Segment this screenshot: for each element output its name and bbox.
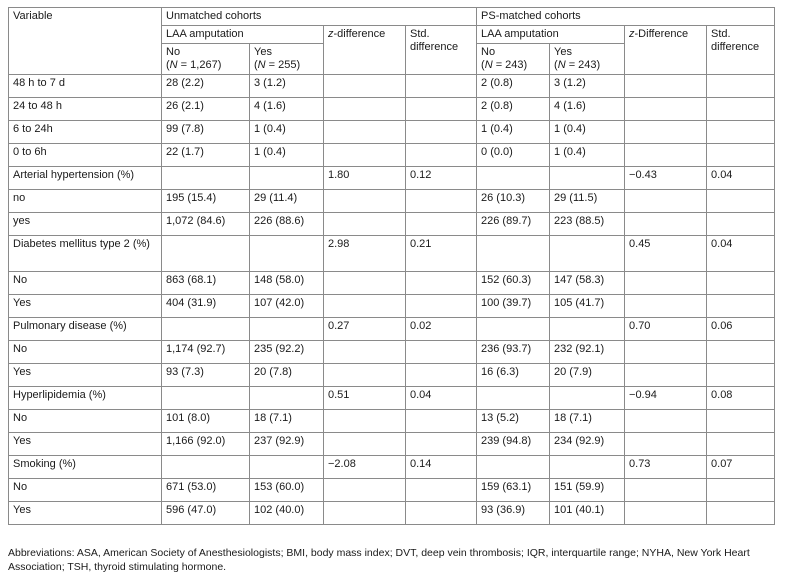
unmatched-z-difference-cell: 0.51 xyxy=(324,387,406,410)
unmatched-yes-cell: 107 (42.0) xyxy=(250,295,324,318)
unmatched-std-difference-header: Std. difference xyxy=(406,26,477,75)
matched-yes-cell: 1 (0.4) xyxy=(550,144,625,167)
unmatched-std-difference-cell: 0.14 xyxy=(406,456,477,479)
unmatched-yes-cell: 20 (7.8) xyxy=(250,364,324,387)
matched-z-difference-cell xyxy=(625,98,707,121)
matched-std-difference-cell: 0.06 xyxy=(707,318,775,341)
matched-std-difference-cell xyxy=(707,144,775,167)
matched-no-cell: 239 (94.8) xyxy=(477,433,550,456)
unmatched-yes-cell: 102 (40.0) xyxy=(250,502,324,525)
variable-cell: 6 to 24h xyxy=(9,121,162,144)
unmatched-yes-cell xyxy=(250,236,324,272)
unmatched-std-difference-cell: 0.04 xyxy=(406,387,477,410)
matched-no-cell: 26 (10.3) xyxy=(477,190,550,213)
matched-z-difference-cell xyxy=(625,75,707,98)
variable-cell: No xyxy=(9,410,162,433)
table-row xyxy=(9,295,775,318)
matched-no-cell xyxy=(477,387,550,410)
matched-z-difference-cell: 0.73 xyxy=(625,456,707,479)
matched-no-cell: 159 (63.1) xyxy=(477,479,550,502)
matched-std-difference-cell: 0.04 xyxy=(707,236,775,272)
matched-z-difference-cell: −0.94 xyxy=(625,387,707,410)
table-row xyxy=(9,190,775,213)
matched-std-difference-cell xyxy=(707,272,775,295)
matched-std-difference-cell: 0.08 xyxy=(707,387,775,410)
unmatched-std-difference-cell xyxy=(406,213,477,236)
unmatched-std-difference-cell xyxy=(406,144,477,167)
matched-std-difference-cell: 0.04 xyxy=(707,167,775,190)
unmatched-z-difference-cell: 2.98 xyxy=(324,236,406,272)
matched-z-difference-cell xyxy=(625,433,707,456)
matched-yes-header: Yes (N = 243) xyxy=(550,44,625,75)
matched-z-difference-cell: 0.70 xyxy=(625,318,707,341)
matched-z-difference-cell xyxy=(625,364,707,387)
table-row xyxy=(9,318,775,341)
unmatched-yes-cell: 153 (60.0) xyxy=(250,479,324,502)
matched-std-difference-cell xyxy=(707,98,775,121)
unmatched-std-difference-cell xyxy=(406,272,477,295)
matched-yes-cell: 3 (1.2) xyxy=(550,75,625,98)
unmatched-yes-cell xyxy=(250,456,324,479)
variable-cell: Hyperlipidemia (%) xyxy=(9,387,162,410)
matched-std-difference-cell xyxy=(707,341,775,364)
matched-std-difference-cell xyxy=(707,433,775,456)
matched-std-difference-header: Std. difference xyxy=(707,26,775,75)
unmatched-yes-cell: 29 (11.4) xyxy=(250,190,324,213)
unmatched-yes-header: Yes (N = 255) xyxy=(250,44,324,75)
unmatched-yes-cell: 1 (0.4) xyxy=(250,144,324,167)
matched-no-cell: 0 (0.0) xyxy=(477,144,550,167)
unmatched-no-cell xyxy=(162,236,250,272)
unmatched-no-cell: 93 (7.3) xyxy=(162,364,250,387)
matched-std-difference-cell xyxy=(707,75,775,98)
matched-yes-cell: 29 (11.5) xyxy=(550,190,625,213)
unmatched-z-difference-cell xyxy=(324,213,406,236)
matched-z-difference-cell: −0.43 xyxy=(625,167,707,190)
matched-z-difference-cell xyxy=(625,272,707,295)
variable-cell: Yes xyxy=(9,433,162,456)
table-row xyxy=(9,387,775,410)
matched-yes-cell: 151 (59.9) xyxy=(550,479,625,502)
unmatched-z-difference-cell xyxy=(324,144,406,167)
matched-yes-cell xyxy=(550,236,625,272)
matched-no-cell: 16 (6.3) xyxy=(477,364,550,387)
matched-no-cell: 2 (0.8) xyxy=(477,98,550,121)
unmatched-std-difference-cell xyxy=(406,98,477,121)
unmatched-std-difference-cell xyxy=(406,295,477,318)
variable-cell: Smoking (%) xyxy=(9,456,162,479)
matched-no-header: No (N = 243) xyxy=(477,44,550,75)
unmatched-std-difference-cell: 0.21 xyxy=(406,236,477,272)
unmatched-std-difference-cell: 0.12 xyxy=(406,167,477,190)
unmatched-yes-cell xyxy=(250,387,324,410)
matched-yes-cell: 101 (40.1) xyxy=(550,502,625,525)
unmatched-z-difference-cell xyxy=(324,479,406,502)
unmatched-z-difference-cell xyxy=(324,295,406,318)
matched-no-cell: 1 (0.4) xyxy=(477,121,550,144)
unmatched-yes-cell: 18 (7.1) xyxy=(250,410,324,433)
unmatched-yes-cell: 4 (1.6) xyxy=(250,98,324,121)
matched-no-cell: 226 (89.7) xyxy=(477,213,550,236)
matched-z-difference-cell xyxy=(625,121,707,144)
matched-std-difference-cell xyxy=(707,190,775,213)
matched-yes-cell: 147 (58.3) xyxy=(550,272,625,295)
table-row xyxy=(9,410,775,433)
table-row xyxy=(9,364,775,387)
table-row xyxy=(9,75,775,98)
matched-yes-cell: 223 (88.5) xyxy=(550,213,625,236)
variable-cell: 24 to 48 h xyxy=(9,98,162,121)
unmatched-yes-cell: 3 (1.2) xyxy=(250,75,324,98)
variable-cell: yes xyxy=(9,213,162,236)
matched-z-difference-cell xyxy=(625,410,707,433)
matched-z-difference-cell: 0.45 xyxy=(625,236,707,272)
matched-cohorts-header: PS-matched cohorts xyxy=(477,8,775,26)
unmatched-no-cell xyxy=(162,387,250,410)
unmatched-cohorts-header: Unmatched cohorts xyxy=(162,8,477,26)
unmatched-z-difference-cell: 0.27 xyxy=(324,318,406,341)
matched-z-difference-cell xyxy=(625,295,707,318)
variable-cell: Pulmonary disease (%) xyxy=(9,318,162,341)
unmatched-std-difference-cell xyxy=(406,121,477,144)
matched-yes-cell xyxy=(550,318,625,341)
matched-std-difference-cell: 0.07 xyxy=(707,456,775,479)
variable-cell: 0 to 6h xyxy=(9,144,162,167)
unmatched-std-difference-cell xyxy=(406,410,477,433)
variable-cell: No xyxy=(9,272,162,295)
matched-yes-cell: 20 (7.9) xyxy=(550,364,625,387)
unmatched-std-difference-cell: 0.02 xyxy=(406,318,477,341)
matched-no-cell: 93 (36.9) xyxy=(477,502,550,525)
matched-no-cell: 13 (5.2) xyxy=(477,410,550,433)
matched-no-cell: 2 (0.8) xyxy=(477,75,550,98)
matched-z-difference-cell xyxy=(625,341,707,364)
matched-no-cell xyxy=(477,236,550,272)
variable-cell: no xyxy=(9,190,162,213)
matched-no-cell: 152 (60.3) xyxy=(477,272,550,295)
matched-z-difference-cell xyxy=(625,144,707,167)
unmatched-z-difference-cell xyxy=(324,433,406,456)
table-row xyxy=(9,433,775,456)
unmatched-std-difference-cell xyxy=(406,479,477,502)
unmatched-std-difference-cell xyxy=(406,341,477,364)
matched-yes-cell xyxy=(550,167,625,190)
matched-z-difference-cell xyxy=(625,190,707,213)
variable-cell: Yes xyxy=(9,502,162,525)
unmatched-yes-cell: 1 (0.4) xyxy=(250,121,324,144)
variable-cell: No xyxy=(9,341,162,364)
matched-z-difference-cell xyxy=(625,479,707,502)
matched-yes-cell: 105 (41.7) xyxy=(550,295,625,318)
matched-yes-cell xyxy=(550,387,625,410)
unmatched-std-difference-cell xyxy=(406,502,477,525)
unmatched-no-cell: 101 (8.0) xyxy=(162,410,250,433)
table-row xyxy=(9,502,775,525)
unmatched-z-difference-cell xyxy=(324,98,406,121)
matched-yes-cell: 232 (92.1) xyxy=(550,341,625,364)
matched-std-difference-cell xyxy=(707,364,775,387)
unmatched-no-cell: 863 (68.1) xyxy=(162,272,250,295)
table-row xyxy=(9,167,775,190)
variable-cell: Arterial hypertension (%) xyxy=(9,167,162,190)
unmatched-no-cell: 404 (31.9) xyxy=(162,295,250,318)
unmatched-yes-cell: 226 (88.6) xyxy=(250,213,324,236)
table-row xyxy=(9,213,775,236)
matched-no-cell: 236 (93.7) xyxy=(477,341,550,364)
matched-z-difference-cell xyxy=(625,213,707,236)
unmatched-no-cell: 1,166 (92.0) xyxy=(162,433,250,456)
unmatched-std-difference-cell xyxy=(406,433,477,456)
unmatched-std-difference-cell xyxy=(406,364,477,387)
unmatched-yes-cell xyxy=(250,318,324,341)
unmatched-z-difference-cell xyxy=(324,121,406,144)
unmatched-z-difference-cell: −2.08 xyxy=(324,456,406,479)
table-row xyxy=(9,144,775,167)
matched-std-difference-cell xyxy=(707,295,775,318)
matched-std-difference-cell xyxy=(707,213,775,236)
unmatched-no-cell: 671 (53.0) xyxy=(162,479,250,502)
unmatched-z-difference-cell xyxy=(324,341,406,364)
matched-no-cell xyxy=(477,456,550,479)
matched-yes-cell: 18 (7.1) xyxy=(550,410,625,433)
variable-cell: 48 h to 7 d xyxy=(9,75,162,98)
unmatched-no-cell: 28 (2.2) xyxy=(162,75,250,98)
matched-no-cell xyxy=(477,167,550,190)
unmatched-laa-header: LAA amputation xyxy=(162,26,324,44)
matched-z-difference-header: z-Difference xyxy=(625,26,707,75)
table-row xyxy=(9,121,775,144)
unmatched-yes-cell: 148 (58.0) xyxy=(250,272,324,295)
unmatched-yes-cell xyxy=(250,167,324,190)
matched-no-cell xyxy=(477,318,550,341)
header-row-1 xyxy=(9,8,775,26)
unmatched-z-difference-cell xyxy=(324,364,406,387)
unmatched-z-difference-cell xyxy=(324,502,406,525)
variable-header: Variable xyxy=(9,8,162,75)
unmatched-z-difference-cell xyxy=(324,272,406,295)
unmatched-z-difference-header: z-difference xyxy=(324,26,406,75)
unmatched-yes-cell: 235 (92.2) xyxy=(250,341,324,364)
table-row xyxy=(9,341,775,364)
matched-std-difference-cell xyxy=(707,410,775,433)
unmatched-no-cell: 99 (7.8) xyxy=(162,121,250,144)
unmatched-no-header: No (N = 1,267) xyxy=(162,44,250,75)
variable-cell: Yes xyxy=(9,295,162,318)
matched-std-difference-cell xyxy=(707,479,775,502)
unmatched-no-cell xyxy=(162,456,250,479)
unmatched-std-difference-cell xyxy=(406,190,477,213)
table-row xyxy=(9,236,775,272)
table-row xyxy=(9,272,775,295)
matched-yes-cell xyxy=(550,456,625,479)
table-body xyxy=(9,75,775,525)
matched-yes-cell: 4 (1.6) xyxy=(550,98,625,121)
table-row xyxy=(9,456,775,479)
unmatched-no-cell: 195 (15.4) xyxy=(162,190,250,213)
matched-no-cell: 100 (39.7) xyxy=(477,295,550,318)
unmatched-no-cell: 596 (47.0) xyxy=(162,502,250,525)
unmatched-no-cell: 1,072 (84.6) xyxy=(162,213,250,236)
variable-cell: Diabetes mellitus type 2 (%) xyxy=(9,236,162,272)
unmatched-z-difference-cell xyxy=(324,410,406,433)
unmatched-yes-cell: 237 (92.9) xyxy=(250,433,324,456)
unmatched-std-difference-cell xyxy=(406,75,477,98)
variable-cell: No xyxy=(9,479,162,502)
unmatched-no-cell: 1,174 (92.7) xyxy=(162,341,250,364)
matched-yes-cell: 234 (92.9) xyxy=(550,433,625,456)
matched-std-difference-cell xyxy=(707,502,775,525)
variable-cell: Yes xyxy=(9,364,162,387)
unmatched-z-difference-cell xyxy=(324,75,406,98)
baseline-characteristics-table xyxy=(8,7,775,525)
abbreviations-footnote: Abbreviations: ASA, American Society of Anesthesiologists; BMI, body mass index; DVT, deep vein thrombosis; IQR, interquartile range; NYHA, New York Heart Association; TSH, thyroid stimulating hormone. xyxy=(8,547,750,573)
unmatched-z-difference-cell: 1.80 xyxy=(324,167,406,190)
matched-yes-cell: 1 (0.4) xyxy=(550,121,625,144)
unmatched-z-difference-cell xyxy=(324,190,406,213)
table-row xyxy=(9,98,775,121)
unmatched-no-cell xyxy=(162,318,250,341)
unmatched-no-cell: 26 (2.1) xyxy=(162,98,250,121)
matched-laa-header: LAA amputation xyxy=(477,26,625,44)
unmatched-no-cell xyxy=(162,167,250,190)
matched-std-difference-cell xyxy=(707,121,775,144)
table-row xyxy=(9,479,775,502)
unmatched-no-cell: 22 (1.7) xyxy=(162,144,250,167)
matched-z-difference-cell xyxy=(625,502,707,525)
